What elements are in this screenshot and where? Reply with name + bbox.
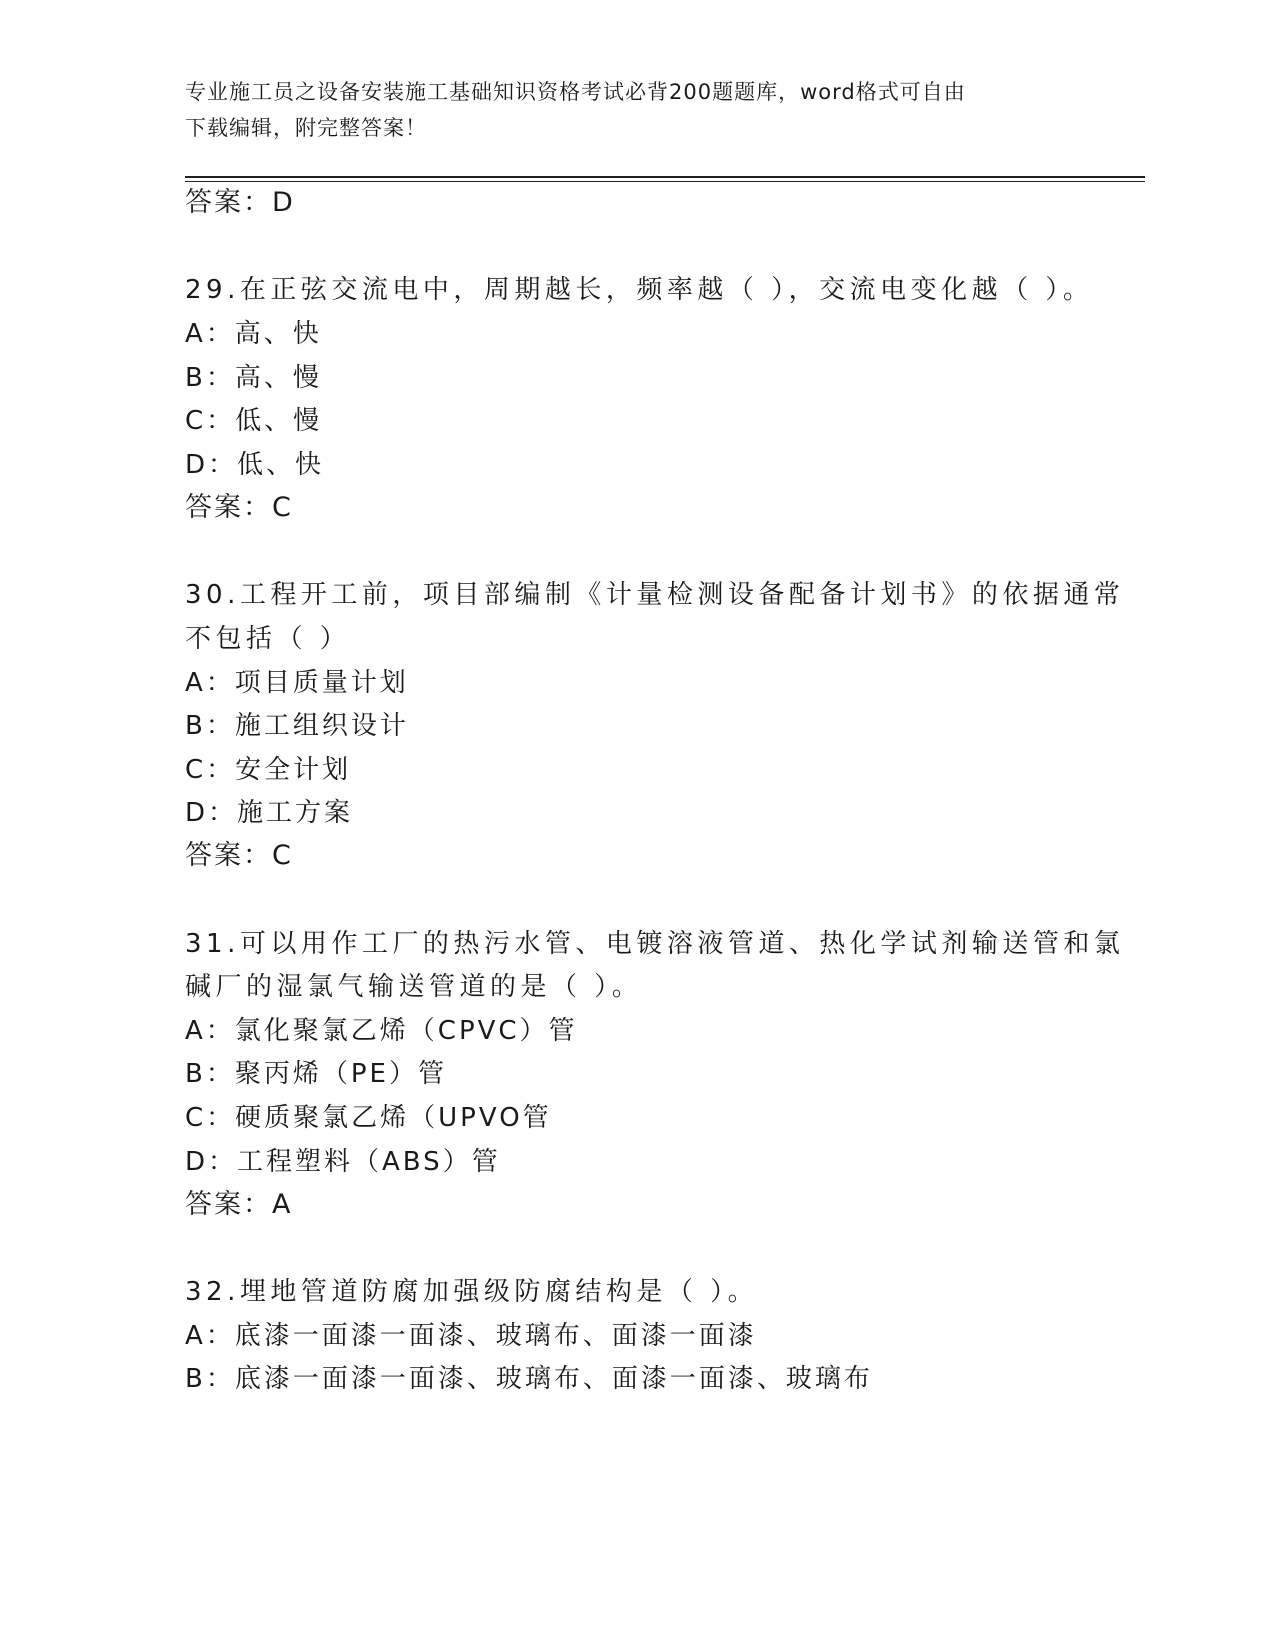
question-29-text: 29.在正弦交流电中，周期越长，频率越（ ），交流电变化越（ ）。 (185, 275, 1094, 305)
question-30-option-a: A：项目质量计划 (185, 668, 409, 698)
header-divider-thick (185, 176, 1145, 178)
question-30-option-c: C：安全计划 (185, 755, 352, 785)
question-29-option-d: D：低、快 (185, 450, 325, 480)
question-31-option-c: C：硬质聚氯乙烯（UPVO管 (185, 1103, 552, 1133)
header-line-1: 专业施工员之设备安装施工基础知识资格考试必背200题题库，word格式可自由 (185, 80, 966, 104)
document-header (185, 74, 1085, 146)
previous-answer: 答案：D (185, 187, 295, 218)
question-31-text-line-2: 碱厂的湿氯气输送管道的是（ ）。 (185, 972, 643, 1002)
question-32-option-b: B：底漆一面漆一面漆、玻璃布、面漆一面漆、玻璃布 (185, 1364, 873, 1394)
question-29-answer: 答案：C (185, 492, 293, 523)
header-line-2: 下载编辑，附完整答案！ (185, 116, 427, 140)
question-31-option-a: A：氯化聚氯乙烯（CPVC）管 (185, 1016, 578, 1046)
question-31-option-d: D：工程塑料（ABS）管 (185, 1147, 501, 1177)
question-29-option-c: C：低、慢 (185, 406, 323, 436)
question-31-answer: 答案：A (185, 1189, 293, 1220)
question-31-option-b: B：聚丙烯（PE）管 (185, 1059, 447, 1089)
question-29-option-a: A：高、快 (185, 319, 322, 349)
header-divider-thin (185, 181, 1145, 182)
question-30-option-b: B：施工组织设计 (185, 711, 409, 741)
question-32-text: 32.埋地管道防腐加强级防腐结构是（ ）。 (185, 1277, 759, 1307)
question-29-option-b: B：高、慢 (185, 363, 322, 393)
question-30-answer: 答案：C (185, 840, 293, 871)
question-30-option-d: D：施工方案 (185, 798, 354, 828)
question-31-text-line-1: 31.可以用作工厂的热污水管、电镀溶液管道、热化学试剂输送管和氯 (185, 929, 1125, 959)
question-30-text-line-2: 不包括（ ） (185, 624, 351, 654)
question-30-text-line-1: 30.工程开工前，项目部编制《计量检测设备配备计划书》的依据通常 (185, 580, 1125, 610)
question-32-option-a: A：底漆一面漆一面漆、玻璃布、面漆一面漆 (185, 1321, 757, 1351)
